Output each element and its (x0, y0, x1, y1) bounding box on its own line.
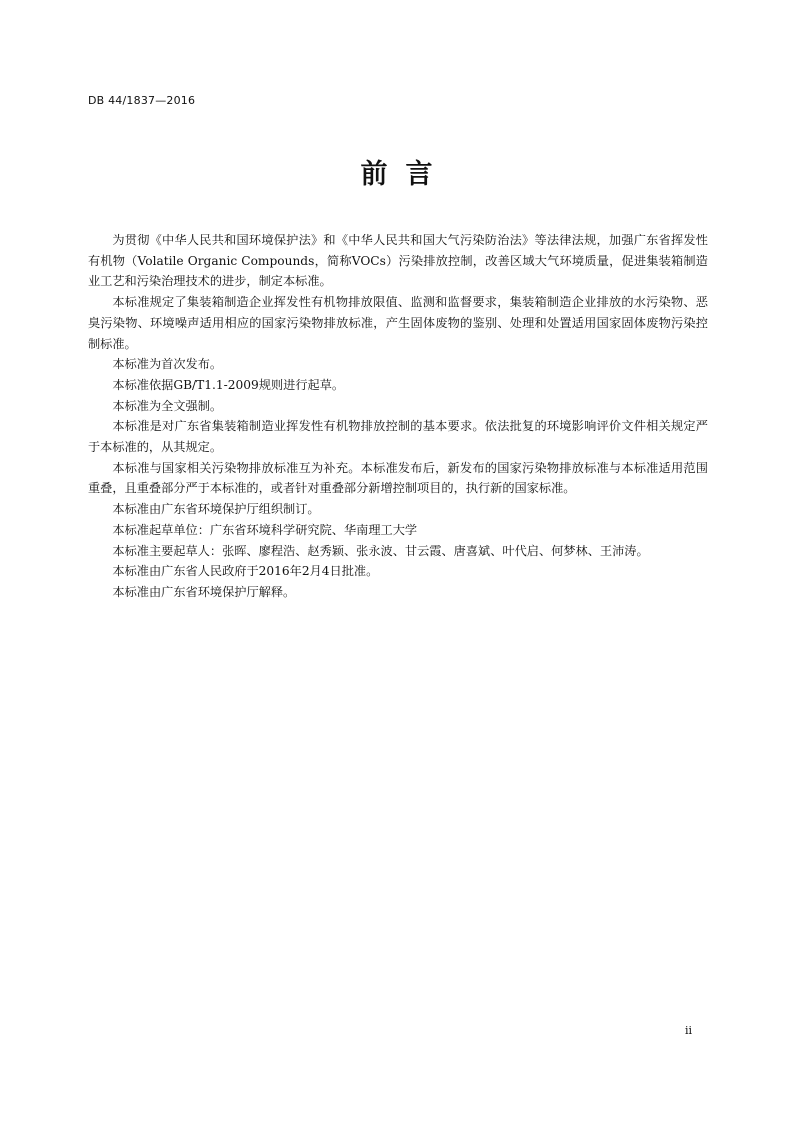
paragraph-drafting-rules: 本标准依据GB/T1.1-2009规则进行起草。 (112, 377, 345, 392)
page-title: 前言 (360, 159, 451, 190)
standard-code: DB 44/1837—2016 (88, 94, 196, 107)
paragraph-drafting-units: 本标准起草单位：广东省环境科学研究院、华南理工大学 (112, 522, 418, 537)
paragraph-basic-requirement: 本标准是对广东省集装箱制造业挥发性有机物排放控制的基本要求。依法批复的环境影响评价文件相关规定严于本标准的，从其规定。 (88, 419, 708, 455)
foreword-body (88, 230, 708, 603)
paragraph-drafters: 本标准主要起草人：张晖、廖程浩、赵秀颖、张永波、甘云霞、唐喜斌、叶代启、何梦林、王沛涛。 (112, 543, 649, 558)
paragraph-approval: 本标准由广东省人民政府于2016年2月4日批准。 (112, 564, 379, 579)
page-number: ii (685, 1024, 693, 1037)
paragraph-interpretation: 本标准由广东省环境保护厅解释。 (112, 584, 296, 599)
paragraph-purpose: 为贯彻《中华人民共和国环境保护法》和《中华人民共和国大气污染防治法》等法律法规，加强广东省挥发性有机物（Volatile Organic Compounds，简称VOCs）污染排放控制，改善区域大气环境质量，促进集装箱制造业工艺和污染治理技术的进步，制定本标准。 (88, 233, 708, 289)
paragraph-first-release: 本标准为首次发布。 (112, 357, 223, 372)
paragraph-mandatory: 本标准为全文强制。 (112, 398, 223, 413)
paragraph-organizer: 本标准由广东省环境保护厅组织制订。 (112, 502, 320, 517)
paragraph-scope: 本标准规定了集装箱制造企业挥发性有机物排放限值、监测和监督要求，集装箱制造企业排放的水污染物、恶臭污染物、环境噪声适用相应的国家污染物排放标准，产生固体废物的鉴别、处理和处置适用国家固体废物污染控制标准。 (88, 295, 708, 351)
paragraph-supplement: 本标准与国家相关污染物排放标准互为补充。本标准发布后，新发布的国家污染物排放标准与本标准适用范围重叠，且重叠部分严于本标准的，或者针对重叠部分新增控制项目的，执行新的国家标准。 (88, 460, 708, 496)
